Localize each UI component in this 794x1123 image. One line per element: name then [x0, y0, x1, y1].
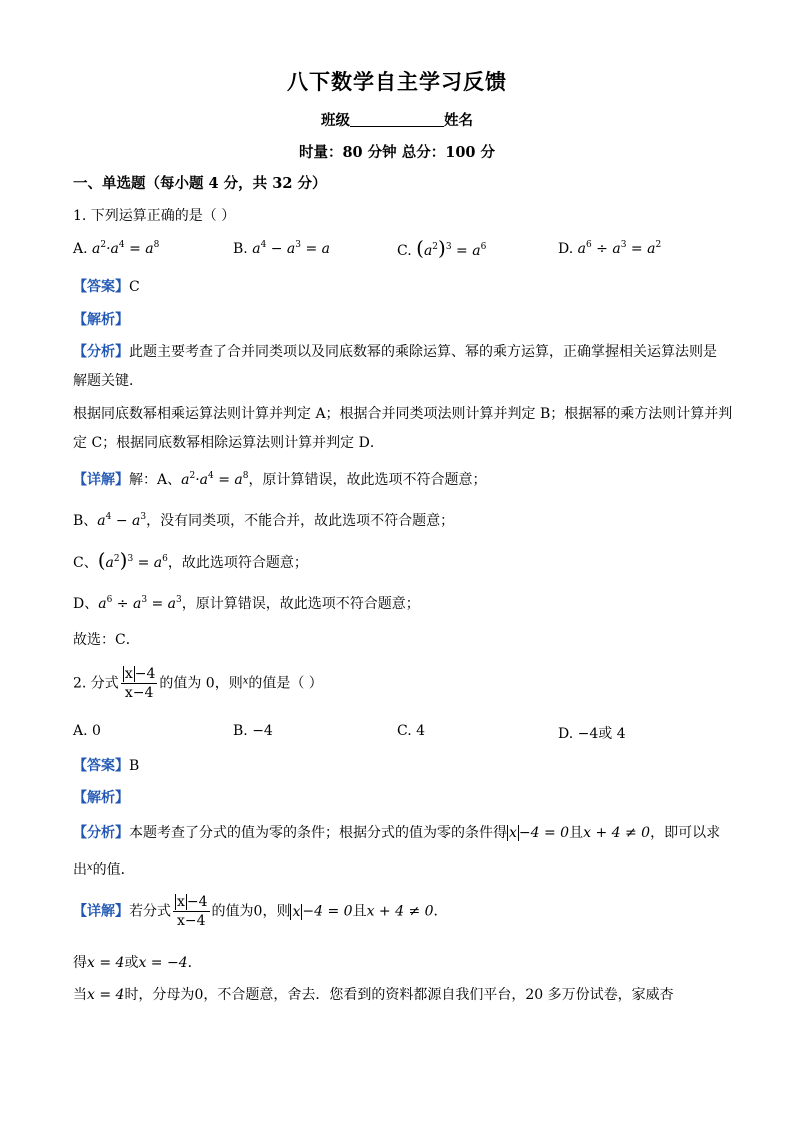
q1-option-d: D. $a^6 \div a^3 = a^2$	[558, 240, 662, 257]
q2-option-c: C. 4	[397, 723, 426, 739]
q2-option-b: B. −4	[233, 723, 273, 739]
q1-option-b-math: $a^4 - a^3 = a$	[252, 240, 330, 257]
q2-answer: 【答案】B	[73, 758, 140, 774]
time-info: 时量：80 分钟 总分：100 分	[298, 144, 496, 161]
q2-fenxi-line1: 【分析】本题考查了分式的值为零的条件；根据分式的值为零的条件得 x −4 = 0且x + 4 ≠ 0，即可以求	[73, 825, 721, 841]
section-heading: 一、单选题（每小题 4 分，共 32 分）	[73, 175, 327, 192]
q1-conclusion: 故选：C．	[73, 632, 140, 648]
q1-detail-b: B、$a^4 - a^3$，没有同类项，不能合并，故此选项不符合题意；	[73, 512, 455, 529]
answer-tag: 【答案】	[73, 279, 129, 295]
q1-answer	[73, 276, 140, 296]
q1-answer-value: C	[129, 279, 140, 295]
q2-analysis-tag: 【解析】	[73, 790, 129, 806]
q1-detail-d: D、$a^6 \div a^3 = a^3$，原计算错误，故此选项不符合题意；	[73, 595, 420, 612]
q1-analysis-tag: 【解析】	[73, 312, 129, 328]
q1-detail-c: C、$(a^2)^3 = a^6$，故此选项符合题意；	[73, 548, 308, 572]
q1-detail-a: 【详解】解：A、$a^2\cdot a^4 = a^8$，原计算错误，故此选项不符合题意；	[73, 471, 487, 488]
class-blank	[350, 112, 444, 127]
q2-fenxi-line2: 出$^x$的值．	[73, 862, 135, 878]
name-label: 姓名	[444, 112, 473, 129]
page-title: 八下数学自主学习反馈	[287, 69, 507, 94]
q2-fraction: $\frac{x -4}{x-4}$	[121, 665, 158, 702]
q1-option-d-math: $a^6 \div a^3 = a^2$	[577, 240, 662, 257]
q2-last-line: 当x = 4时，分母为0，不合题意，舍去．您看到的资料都源自我们平台，20 多万份试卷，家威杏	[73, 987, 674, 1003]
q1-para-line1: 根据同底数幂相乘运算法则计算并判定 A；根据合并同类项法则计算并判定 B；根据幂的乘方法则计算并判	[73, 406, 733, 422]
q1-para-line2: 定 C；根据同底数幂相除运算法则计算并判定 D．	[73, 435, 384, 451]
q2-detail: 【详解】若分式 $\frac{x -4}{x-4}$ 的值为0，则 x −4 = 0且x + 4 ≠ 0．	[73, 894, 448, 929]
q2-answer-value: B	[129, 758, 140, 774]
q2-option-a: A. 0	[73, 723, 101, 739]
q2-option-d: D. −4或 4	[558, 726, 626, 742]
q1-option-a: A. $a^2\cdot a^4 = a^8$	[73, 240, 160, 257]
q2-get: 得x = 4或x = −4．	[73, 955, 202, 971]
q1-option-b: B. $a^4 - a^3 = a$	[233, 240, 330, 257]
q1-option-a-math: $a^2\cdot a^4 = a^8$	[92, 240, 160, 257]
class-name-line	[0, 109, 794, 130]
q1-fenxi-line1: 【分析】此题主要考查了合并同类项以及同底数幂的乘除运算、幂的乘方运算，正确掌握相关运算法则是	[73, 344, 717, 360]
q2-stem: 2. 分式 $\frac{x -4}{x-4}$ 的值为 0，则$^x$的值是（ ）	[73, 666, 323, 701]
q1-option-c: C. $(a^2)^3 = a^6$	[397, 236, 487, 260]
q1-option-c-math: $(a^2)^3 = a^6$	[416, 236, 487, 260]
q1-stem: 1. 下列运算正确的是（ ）	[73, 208, 236, 224]
q1-fenxi-line2: 解题关键．	[73, 373, 143, 389]
class-label: 班级	[321, 112, 350, 129]
